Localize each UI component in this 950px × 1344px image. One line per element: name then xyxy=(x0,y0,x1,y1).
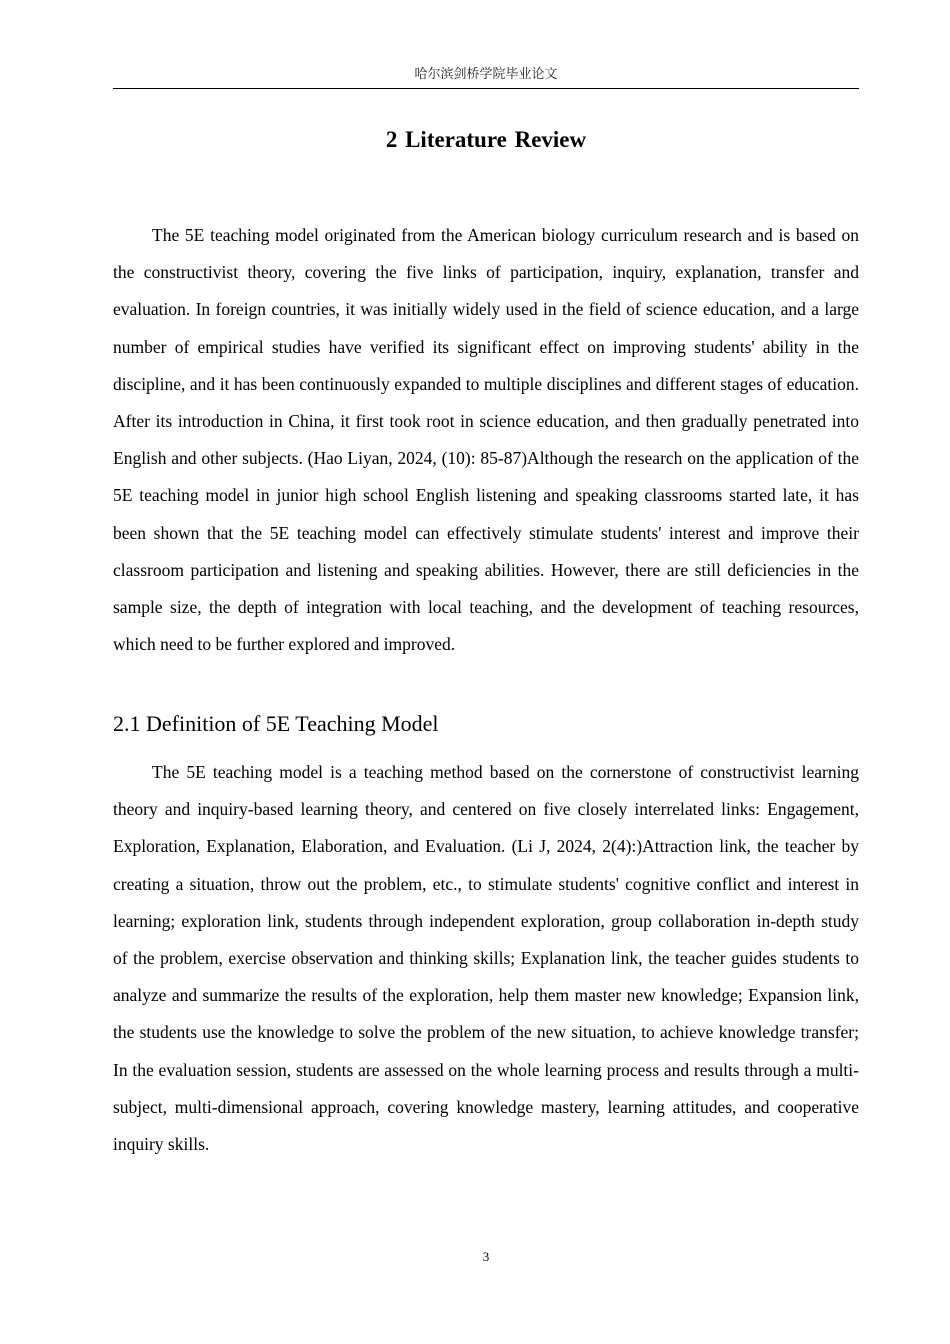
intro-paragraph: The 5E teaching model originated from the American biology curriculum research and is based on the constructivist theory, covering the five links of participation, inquiry, explanation, transfer and evaluation. In foreign countries, it was initially widely used in the field of science education, and a large number of empirical studies have verified its significant effect on improving students' ability in the discipline, and it has been continuously expanded to multiple disciplines and different stages of education. After its introduction in China, it first took root in science education, and then gradually penetrated into English and other subjects. (Hao Liyan, 2024, (10): 85-87)Although the research on the application of the 5E teaching model in junior high school English listening and speaking classrooms started late, it has been shown that the 5E teaching model can effectively stimulate students' interest and improve their classroom participation and listening and speaking abilities. However, there are still deficiencies in the sample size, the depth of integration with local teaching, and the development of teaching resources, which need to be further explored and improved. xyxy=(113,225,859,655)
running-header: 哈尔滨剑桥学院毕业论文 xyxy=(414,67,558,82)
header-rule xyxy=(113,88,859,89)
chapter-title: 2 Literature Review xyxy=(385,127,587,152)
definition-paragraph: The 5E teaching model is a teaching method based on the cornerstone of constructivist learning theory and inquiry-based learning theory, and centered on five closely interrelated links: Engagement, Exploration, Explanation, Elaboration, and Evaluation. (Li J, 2024, 2(4):)Attraction link, the teacher by creating a situation, throw out the problem, etc., to stimulate students' cognitive conflict and interest in learning; exploration link, students through independent exploration, group collaboration in-depth study of the problem, exercise observation and thinking skills; Explanation link, the teacher guides students to analyze and summarize the results of the exploration, help them master new knowledge; Expansion link, the students use the knowledge to solve the problem of the new situation, to achieve knowledge transfer; In the evaluation session, students are assessed on the whole learning process and results through a multi-subject, multi-dimensional approach, covering knowledge mastery, learning attitudes, and cooperative inquiry skills. xyxy=(113,762,859,1155)
page-number: 3 xyxy=(482,1249,490,1264)
section-heading: 2.1 Definition of 5E Teaching Model xyxy=(113,711,439,736)
